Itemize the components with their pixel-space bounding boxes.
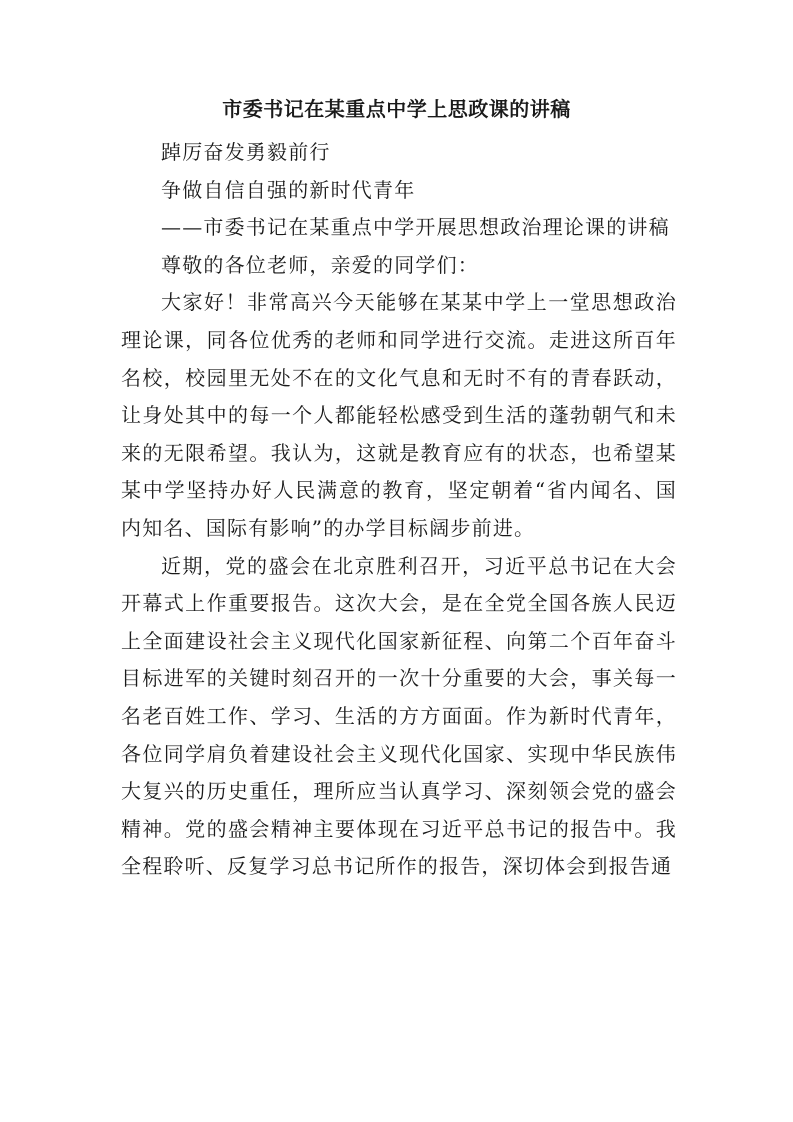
document-body <box>121 134 677 886</box>
subtitle-attribution: ——市委书记在某重点中学开展思想政治理论课的讲稿 <box>161 215 670 240</box>
document-title: 市委书记在某重点中学上思政课的讲稿 <box>222 97 571 121</box>
subtitle-line-1: 踔厉奋发勇毅前行 <box>161 140 331 164</box>
subtitle-line-2: 争做自信自强的新时代青年 <box>161 177 416 202</box>
body-paragraph: 大家好！非常高兴今天能够在某某中学上一堂思想政治理论课，同各位优秀的老师和同学进行交流。走进这所百年名校，校园里无处不在的文化气息和无时不有的青春跃动，让身处其中的每一个人都能轻松感受到生活的蓬勃朝气和未来的无限希望。我认为，这就是教育应有的状态，也希望某某中学坚持办好人民满意的教育，坚定朝着“省内闻名、国内知名、国际有影响”的办学目标阔步前进。 <box>121 290 677 540</box>
body-paragraph: 近期，党的盛会在北京胜利召开，习近平总书记在大会开幕式上作重要报告。这次大会，是在全党全国各族人民迈上全面建设社会主义现代化国家新征程、向第二个百年奋斗目标进军的关键时刻召开的一次十分重要的大会，事关每一名老百姓工作、学习、生活的方方面面。作为新时代青年，各位同学肩负着建设社会主义现代化国家、实现中华民族伟大复兴的历史重任，理所应当认真学习、深刻领会党的盛会精神。党的盛会精神主要体现在习近平总书记的报告中。我全程聆听、反复学习总书记所作的报告，深切体会到报告通 <box>121 553 677 879</box>
salutation: 尊敬的各位老师，亲爱的同学们： <box>161 252 479 277</box>
